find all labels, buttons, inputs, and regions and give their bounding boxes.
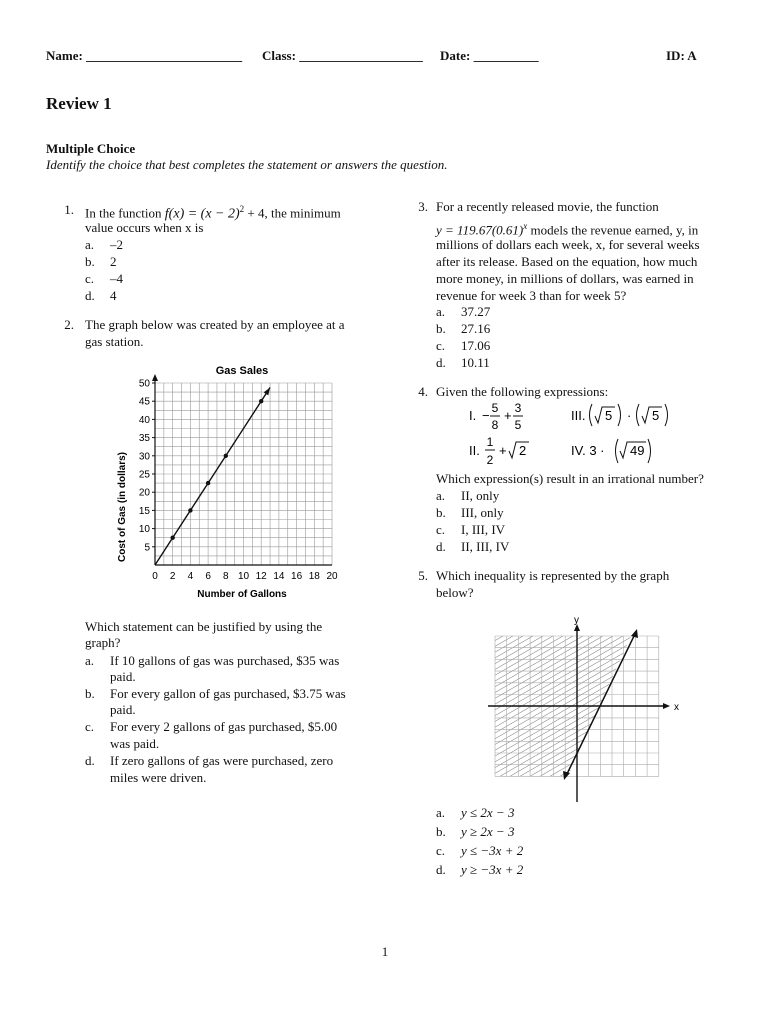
question-text: Which expression(s) result in an irrational number? [436, 471, 704, 486]
option-text: y ≤ −3x + 2 [461, 843, 524, 858]
x-tick-label: 12 [255, 571, 267, 582]
plus-sign: + [499, 443, 507, 458]
option-text: If 10 gallons of gas was purchased, $35 was [110, 653, 340, 668]
expressions-block [455, 398, 695, 470]
option-letter: b. [85, 254, 95, 269]
question-number: 1. [64, 202, 74, 217]
option-text: paid. [110, 669, 136, 684]
fraction-denominator: 8 [491, 418, 499, 432]
x-axis-arrow [663, 703, 670, 709]
question-text: more money, in millions of dollars, was earned in [436, 271, 694, 286]
expr-i-label: I. [469, 408, 477, 423]
question-text: graph? [85, 635, 121, 650]
data-point [171, 536, 175, 540]
option-letter: c. [436, 843, 446, 858]
option-text: miles were driven. [110, 770, 207, 785]
option-text: y ≥ −3x + 2 [461, 862, 524, 877]
option-text: 17.06 [461, 338, 491, 353]
exponent: 2 [239, 204, 245, 214]
question-text: after its release. Based on the equation, how much [436, 254, 698, 269]
option-letter: d. [85, 288, 95, 303]
paren-left [590, 404, 593, 426]
instructions: Identify the choice that best completes the statement or answers the question. [46, 157, 448, 172]
option-text: 4 [110, 288, 117, 303]
plus-sign: + [504, 408, 512, 423]
question-text: Which statement can be justified by using the [85, 619, 323, 634]
expr-iv-label: IV. 3 · [571, 443, 605, 458]
fraction-numerator: 3 [514, 401, 522, 415]
question-text: Given the following expressions: [436, 384, 609, 399]
option-letter: c. [85, 719, 95, 734]
fraction-denominator: 2 [486, 453, 494, 467]
x-tick-label: 0 [152, 571, 158, 582]
option-text: For every 2 gallons of gas purchased, $5.00 [110, 719, 338, 734]
data-point [188, 508, 192, 512]
x-axis-label: Number of Gallons [197, 589, 287, 600]
option-letter: a. [436, 488, 446, 503]
y-tick-label: 5 [144, 542, 150, 554]
chart-grid [155, 383, 332, 565]
radicand: 5 [605, 408, 613, 423]
exponent: x [523, 221, 528, 231]
option-text: was paid. [110, 736, 160, 751]
paren-left [616, 439, 619, 463]
y-tick-label: 45 [138, 396, 150, 408]
x-tick-label: 10 [237, 571, 250, 582]
option-text: II, only [461, 488, 500, 503]
question-text: value occurs when x is [85, 220, 204, 235]
formula: f(x) = (x − 2) [164, 206, 240, 222]
option-letter: d. [85, 753, 95, 768]
fraction-numerator: 5 [491, 401, 499, 415]
x-tick-label: 2 [169, 571, 176, 582]
y-tick-label: 40 [138, 414, 150, 426]
option-text: paid. [110, 702, 136, 717]
x-tick-label: 14 [273, 571, 285, 582]
paren-right [648, 439, 651, 463]
series-arrow [264, 388, 270, 396]
data-point [224, 454, 228, 458]
option-text: III, only [461, 505, 504, 520]
name-field-label: Name: ________________________ [46, 48, 243, 63]
text-segment: + 4, the minimum [244, 205, 341, 221]
data-point [206, 481, 210, 485]
option-text: I, III, IV [461, 522, 506, 537]
option-text: 2 [110, 254, 117, 269]
minus-sign: − [482, 408, 490, 423]
option-text: 37.27 [461, 304, 491, 319]
x-tick-label: 4 [187, 571, 194, 582]
chart-tick-labels [139, 379, 338, 583]
option-letter: d. [436, 355, 446, 370]
x-tick-label: 18 [308, 571, 320, 582]
question-text: For a recently released movie, the function [436, 199, 659, 214]
y-tick-label: 25 [138, 469, 150, 481]
option-letter: b. [436, 824, 446, 839]
question-text: gas station. [85, 334, 144, 349]
option-letter: a. [436, 805, 446, 820]
question-number: 2. [64, 317, 74, 332]
y-axis-label: Cost of Gas (in dollars) [117, 451, 128, 563]
option-letter: a. [85, 237, 95, 252]
x-tick-label: 20 [326, 571, 338, 582]
paren-right [665, 404, 668, 426]
fraction-denominator: 5 [514, 418, 522, 432]
y-axis-label: y [574, 615, 579, 626]
option-text: 10.11 [461, 355, 490, 370]
data-point [259, 399, 263, 403]
section-heading: Multiple Choice [46, 141, 136, 156]
radicand: 5 [652, 408, 660, 423]
option-text: For every gallon of gas purchased, $3.75 was [110, 686, 346, 701]
option-letter: b. [436, 321, 446, 336]
question-number: 5. [418, 568, 428, 583]
formula: y = 119.67(0.61) [436, 222, 524, 238]
page-title: Review 1 [46, 94, 112, 113]
option-text: y ≤ 2x − 3 [461, 805, 515, 820]
option-letter: c. [436, 338, 446, 353]
fraction-numerator: 1 [486, 435, 494, 449]
y-axis-arrow [152, 374, 158, 381]
radicand: 49 [630, 443, 645, 458]
expr-ii-label: II. [469, 443, 480, 458]
inequality-graph [484, 612, 684, 807]
option-letter: c. [85, 271, 95, 286]
id-label: ID: A [666, 48, 697, 63]
question-text: revenue for week 3 than for week 5? [436, 288, 627, 303]
text-segment: models the revenue earned, y, in [527, 222, 699, 238]
option-letter: b. [85, 686, 95, 701]
chart-series [155, 388, 270, 565]
dot-operator: · [627, 408, 632, 423]
line-arrow-top [631, 629, 638, 638]
y-tick-label: 10 [138, 524, 150, 536]
y-tick-label: 15 [138, 505, 150, 517]
option-text: 27.16 [461, 321, 491, 336]
text-segment: In the function [85, 205, 162, 221]
date-field-label: Date: __________ [440, 48, 539, 63]
option-letter: d. [436, 539, 446, 554]
paren-left [637, 404, 640, 426]
x-axis-label: x [674, 702, 679, 713]
question-number: 4. [418, 384, 428, 399]
question-text: The graph below was created by an employee at a [85, 317, 345, 332]
option-text: II, III, IV [461, 539, 510, 554]
option-text: If zero gallons of gas were purchased, zero [110, 753, 334, 768]
question-text: below? [436, 585, 474, 600]
y-tick-label: 30 [138, 451, 150, 463]
option-text: –2 [110, 237, 123, 252]
question-number: 3. [418, 199, 428, 214]
option-letter: a. [436, 304, 446, 319]
option-text: –4 [110, 271, 123, 286]
option-text: y ≥ 2x − 3 [461, 824, 515, 839]
x-tick-label: 16 [291, 571, 303, 582]
paren-right [618, 404, 621, 426]
option-letter: b. [436, 505, 446, 520]
chart-title: Gas Sales [215, 365, 269, 377]
y-tick-label: 50 [138, 378, 150, 390]
x-tick-label: 8 [223, 571, 229, 582]
radicand: 2 [519, 443, 527, 458]
y-tick-label: 35 [138, 433, 150, 445]
question-text: millions of dollars each week, x, for several weeks [436, 237, 700, 252]
class-field-label: Class: ___________________ [262, 48, 423, 63]
x-tick-label: 6 [205, 571, 211, 582]
y-tick-label: 20 [138, 487, 150, 499]
gas-sales-chart [110, 360, 350, 605]
option-letter: d. [436, 862, 446, 877]
chart-axes [152, 374, 332, 565]
question-text: Which inequality is represented by the graph [436, 568, 670, 583]
option-letter: a. [85, 653, 95, 668]
option-letter: c. [436, 522, 446, 537]
expr-iii-label: III. [571, 408, 586, 423]
page-number: 1 [381, 944, 389, 959]
